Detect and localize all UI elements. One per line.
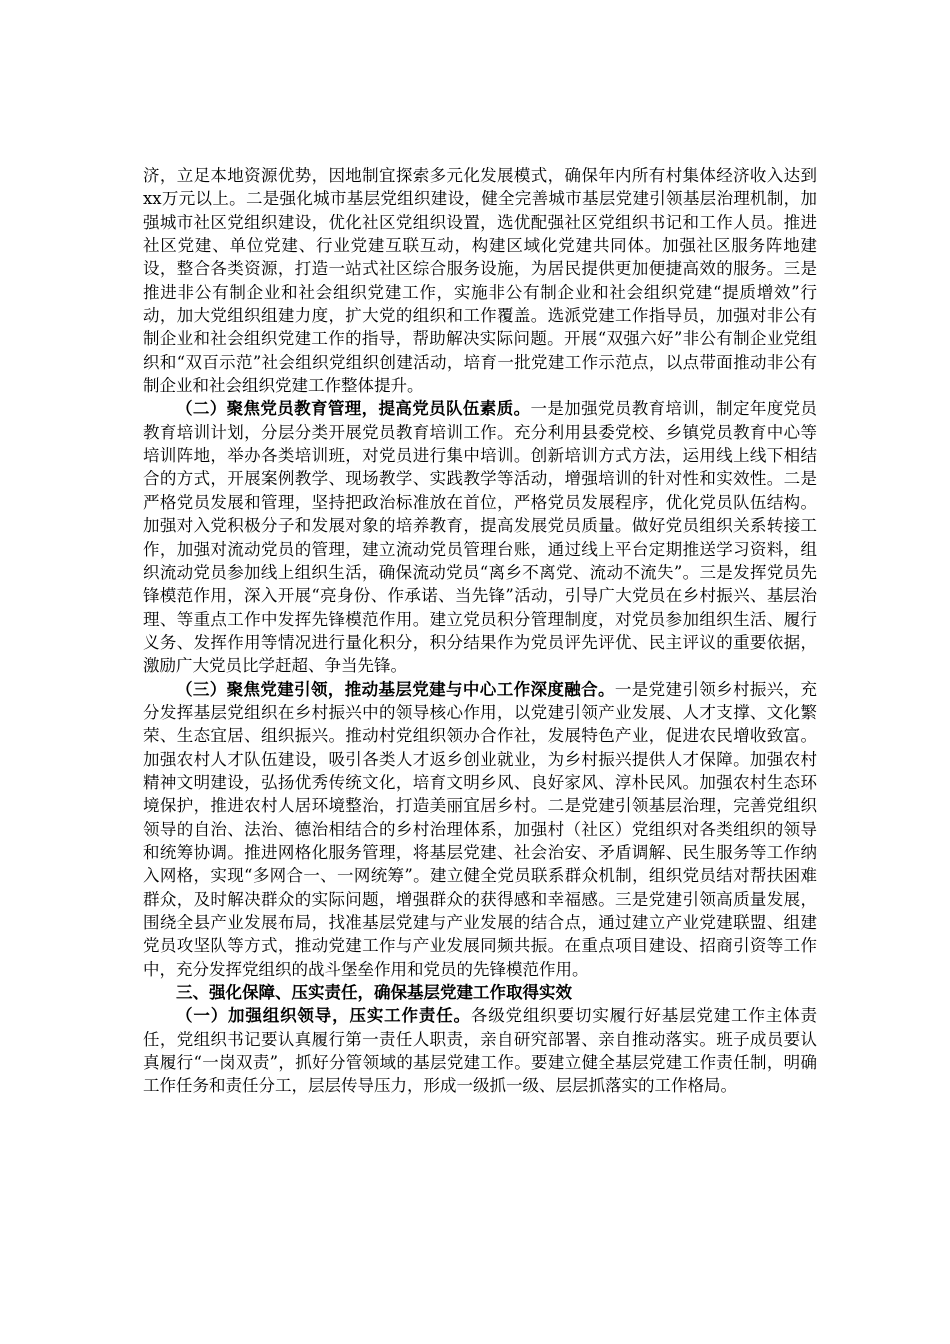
paragraph-lead: （三）聚焦党建引领，推动基层党建与中心工作深度融合。 bbox=[176, 679, 615, 699]
paragraph-lead: （一）加强组织领导，压实工作责任。 bbox=[176, 1006, 471, 1026]
paragraph-party-building-integration bbox=[143, 678, 817, 981]
paragraph-body: 一是党建引领乡村振兴，充分发挥基层党组织在乡村振兴中的领导核心作用，以党建引领产业发展、人才支撑、文化繁荣、生态宜居、组织振兴。推动村党组织领办合作社，发展特色产业，促进农民增收致富。加强农村人才队伍建设，吸引各类人才返乡创业就业，为乡村振兴提供人才保障。加强农村精神文明建设，弘扬优秀传统文化，培育文明乡风、良好家风、淳朴民风。加强农村生态环境保护，推进农村人居环境整治，打造美丽宜居乡村。二是党建引领基层治理，完善党组织领导的自治、法治、德治相结合的乡村治理体系，加强村（社区）党组织对各类组织的领导和统筹协调。推进网格化服务管理，将基层党建、社会治安、矛盾调解、民生服务等工作纳入网格，实现“多网合一、一网统筹”。建立健全党员联系群众机制，组织党员结对帮扶困难群众，及时解决群众的实际问题，增强群众的获得感和幸福感。三是党建引领高质量发展，围绕全县产业发展布局，找准基层党建与产业发展的结合点，通过建立产业党建联盟、组建党员攻坚队等方式，推动党建工作与产业发展同频共振。在重点项目建设、招商引资等工作中，充分发挥党组织的战斗堡垒作用和党员的先锋模范作用。 bbox=[143, 679, 818, 979]
paragraph-body: 济，立足本地资源优势，因地制宜探索多元化发展模式，确保年内所有村集体经济收入达到xx万元以上。二是强化城市基层党组织建设，健全完善城市基层党建引领基层治理机制，加强城市社区党组织建设，优化社区党组织设置，选优配强社区党组织书记和工作人员。推进社区党建、单位党建、行业党建互联互动，构建区域化党建共同体。加强社区服务阵地建设，整合各类资源，打造一站式社区综合服务设施，为居民提供更加便捷高效的服务。三是推进非公有制企业和社会组织党建工作，实施非公有制企业和社会组织党建“提质增效”行动，加大党组织组建力度，扩大党的组织和工作覆盖。选派党建工作指导员，加强对非公有制企业和社会组织党建工作的指导，帮助解决实际问题。开展“双强六好”非公有制企业党组织和“双百示范”社会组织党组织创建活动，培育一批党建工作示范点，以点带面推动非公有制企业和社会组织党建工作整体提升。 bbox=[143, 166, 817, 396]
document-page bbox=[143, 164, 817, 1098]
section-heading: 三、强化保障、压实责任，确保基层党建工作取得实效 bbox=[176, 983, 572, 1003]
paragraph-body: 一是加强党员教育培训，制定年度党员教育培训计划，分层分类开展党员教育培训工作。充分利用县委党校、乡镇党员教育中心等培训阵地，举办各类培训班，对党员进行集中培训。创新培训方式方法，运用线上线下相结合的方式，开展案例教学、现场教学、实践教学等活动，增强培训的针对性和实效性。二是严格党员发展和管理，坚持把政治标准放在首位，严格党员发展程序，优化党员队伍结构。加强对入党积极分子和发展对象的培养教育，提高发展党员质量。做好党员组织关系转接工作，加强对流动党员的管理，建立流动党员管理台账，通过线上平台定期推送学习资料，组织流动党员参加线上组织生活，确保流动党员“离乡不离党、流动不流失”。三是发挥党员先锋模范作用，深入开展“亮身份、作承诺、当先锋”活动，引导广大党员在乡村振兴、基层治理、等重点工作中发挥先锋模范作用。建立党员积分管理制度，对党员参加组织生活、履行义务、发挥作用等情况进行量化积分，积分结果作为党员评先评优、民主评议的重要依据，激励广大党员比学赶超、争当先锋。 bbox=[143, 399, 818, 676]
paragraph-organization-leadership bbox=[143, 1004, 817, 1097]
paragraph-lead: （二）聚焦党员教育管理，提高党员队伍素质。 bbox=[176, 399, 531, 419]
paragraph-body: 各级党组织要切实履行好基层党建工作主体责任，党组织书记要认真履行第一责任人职责，亲自研究部署、亲自推动落实。班子成员要认真履行“一岗双责”，抓好分管领域的基层党建工作。要建立健全基层党建工作责任制，明确工作任务和责任分工，层层传导压力，形成一级抓一级、层层抓落实的工作格局。 bbox=[143, 1006, 818, 1096]
paragraph-party-member-education bbox=[143, 397, 817, 677]
paragraph-village-city-nonpublic bbox=[143, 164, 817, 397]
